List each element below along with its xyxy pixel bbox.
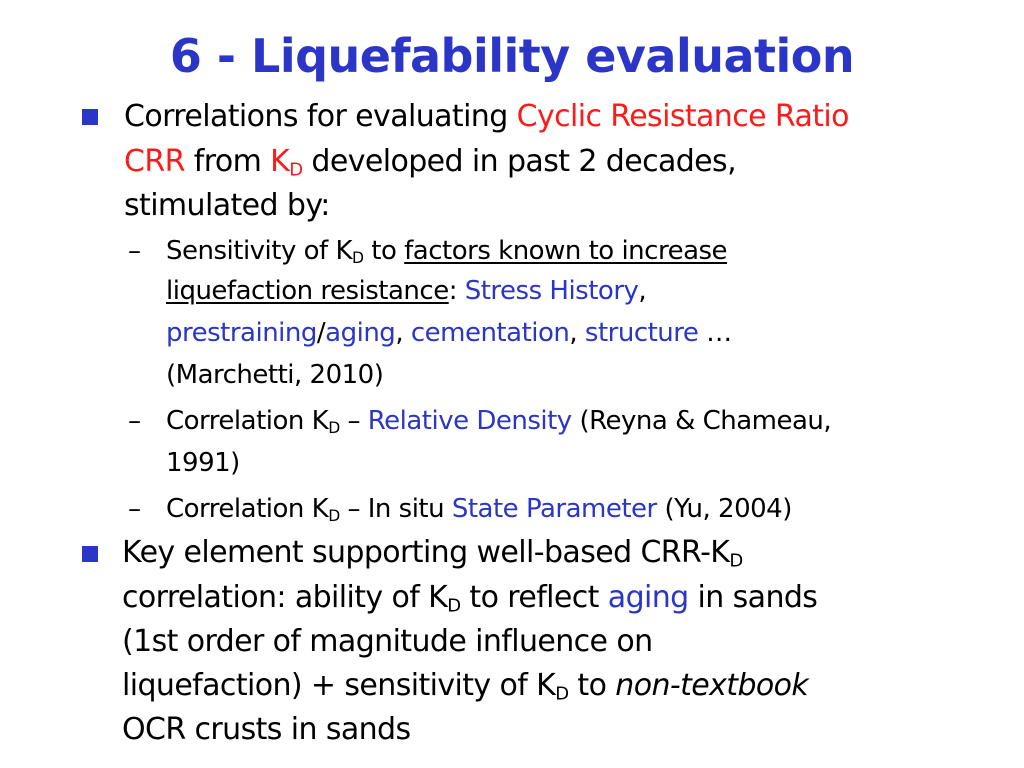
text-sensitivity: Sensitivity of $K_D$ (166, 236, 364, 267)
text-cementation: cementation (410, 318, 570, 348)
sub1-line2 (166, 270, 646, 312)
text-liquefaction-sensitivity: liquefaction) + sensitivity of $K_D$ (122, 668, 569, 705)
text-in-sands: in sands (688, 580, 818, 615)
text-correlation-kd: Correlation $K_D$ (166, 406, 340, 437)
dash-marker: – (128, 406, 141, 436)
text-aging: aging (607, 580, 689, 615)
text-slash: / (316, 318, 326, 348)
dash-marker: – (128, 494, 141, 524)
text-cyclic-resistance-ratio: Cyclic Resistance Ratio (516, 99, 849, 134)
text-to-reflect: to reflect (460, 580, 608, 615)
text-ellipsis: … (698, 318, 732, 348)
text-prestraining: prestraining (166, 318, 317, 348)
text-developed: developed in past 2 decades, (302, 144, 737, 179)
text-key-element: Key element supporting well-based CRR-$K_D$ (122, 535, 743, 572)
text-comma: , (638, 276, 647, 306)
text-liquefaction-resistance: liquefaction resistance (166, 276, 449, 306)
text-colon: : (448, 276, 465, 306)
text-crr: CRR (124, 144, 185, 179)
text-stimulated: stimulated by: (124, 188, 330, 223)
text-kd: $K_D$ (270, 144, 303, 181)
sub2-line2 (166, 442, 240, 484)
bullet1-line3 (124, 183, 330, 228)
slide-title: 6 - Liquefability evaluation (169, 29, 855, 83)
text-correlations: Correlations for evaluating (124, 99, 517, 134)
text-dash: – (339, 406, 368, 436)
text-reyna-citation: (Reyna & Chameau, (571, 406, 832, 436)
dash-marker: – (128, 236, 141, 266)
sub1-line4 (166, 354, 383, 396)
text-yu-citation: (Yu, 2004) (656, 494, 792, 524)
text-factors-known: factors known to increase (404, 236, 728, 266)
bullet-square-icon (82, 546, 98, 562)
bullet2-line3 (122, 619, 653, 664)
text-marchetti-citation: (Marchetti, 2010) (166, 360, 384, 390)
text-comma: , (395, 318, 411, 348)
text-structure: structure (584, 318, 699, 348)
text-state-parameter: State Parameter (451, 494, 657, 524)
text-year-1991: 1991) (166, 448, 240, 478)
text-from: from (184, 144, 271, 179)
bullet2-line5 (122, 707, 411, 752)
bullet1-line1 (124, 94, 849, 139)
text-ocr-crusts: OCR crusts in sands (122, 712, 411, 747)
text-in-situ: – In situ (339, 494, 452, 524)
text-comma: , (569, 318, 585, 348)
bullet-square-icon (82, 109, 98, 125)
text-aging: aging (325, 318, 396, 348)
text-correlation-ability: correlation: ability of $K_D$ (122, 580, 461, 617)
text-stress-history: Stress History (464, 276, 639, 306)
text-to: to (568, 668, 616, 703)
sub1-line3 (166, 312, 732, 354)
sub2-line1 (166, 400, 831, 449)
text-non-textbook: non-textbook (615, 668, 809, 703)
text-to: to (363, 236, 405, 266)
text-correlation-kd: Correlation $K_D$ (166, 494, 340, 525)
text-first-order: (1st order of magnitude influence on (122, 624, 653, 659)
text-relative-density: Relative Density (367, 406, 572, 436)
